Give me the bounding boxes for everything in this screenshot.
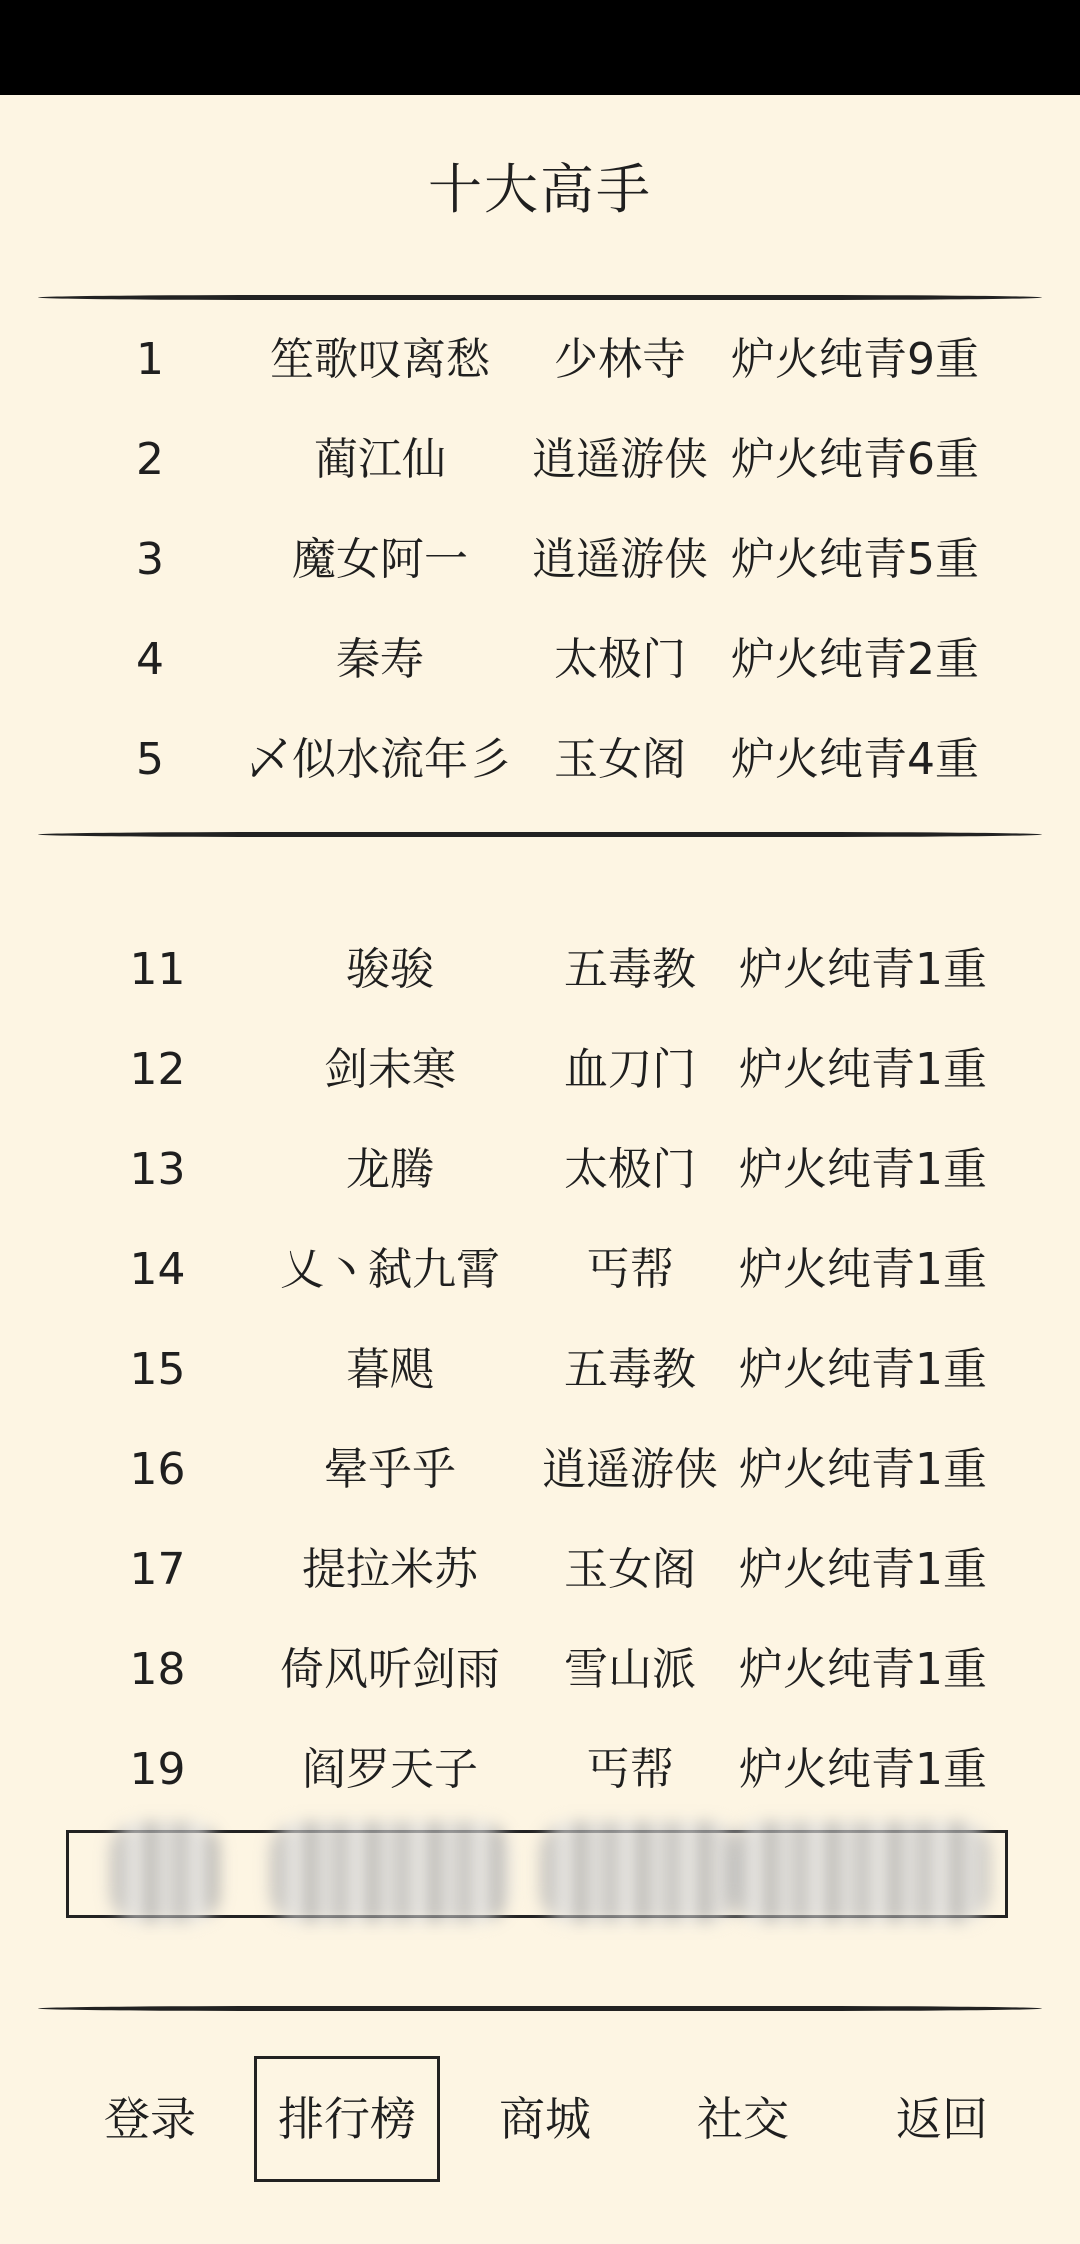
player-level: 炉火纯青2重: [731, 634, 979, 685]
rank-number: 13: [129, 1144, 186, 1195]
ranking-row: [0, 1520, 1080, 1620]
rank-number: 14: [129, 1244, 186, 1295]
player-name: 笙歌叹离愁: [270, 334, 490, 385]
ranking-row: [0, 920, 1080, 1020]
top-divider: [38, 295, 1042, 300]
player-sect: 玉女阁: [564, 1544, 696, 1595]
bottom-divider: [38, 2006, 1042, 2011]
ranking-row: [0, 1120, 1080, 1220]
player-sect: 玉女阁: [554, 734, 686, 785]
player-level: 炉火纯青1重: [739, 1244, 987, 1295]
rank-number: 17: [129, 1544, 186, 1595]
player-name: 剑未寒: [324, 1044, 456, 1095]
player-level: 炉火纯青1重: [739, 1344, 987, 1395]
player-sect: 少林寺: [554, 334, 686, 385]
ranking-row: [0, 1220, 1080, 1320]
player-level: 炉火纯青1重: [739, 1644, 987, 1695]
player-name: 骏骏: [346, 944, 434, 995]
rank-number: 18: [129, 1644, 186, 1695]
player-name: 龙腾: [346, 1144, 434, 1195]
player-sect: 雪山派: [564, 1644, 696, 1695]
player-sect: 逍遥游侠: [542, 1444, 718, 1495]
rank-number: 3: [136, 534, 164, 585]
redacted-level: [730, 1822, 990, 1922]
player-sect: 血刀门: [564, 1044, 696, 1095]
player-name: 乄似水流年彡: [248, 734, 512, 785]
ranking-row: [0, 1620, 1080, 1720]
player-sect: 太极门: [564, 1144, 696, 1195]
player-name: 乂丶弑九霄: [280, 1244, 500, 1295]
player-name: 秦寿: [336, 634, 424, 685]
player-name: 魔女阿一: [292, 534, 468, 585]
player-name: 提拉米苏: [302, 1544, 478, 1595]
nav-login-button[interactable]: 登录: [104, 2092, 196, 2146]
player-sect: 五毒教: [564, 1344, 696, 1395]
redacted-rank: [110, 1822, 220, 1922]
player-level: 炉火纯青1重: [739, 1544, 987, 1595]
player-sect: 丐帮: [586, 1744, 674, 1795]
redacted-sect: [540, 1822, 740, 1922]
player-level: 炉火纯青1重: [739, 944, 987, 995]
rank-number: 11: [129, 944, 186, 995]
bottom-nav: [0, 2056, 1080, 2182]
middle-divider: [38, 832, 1042, 837]
player-level: 炉火纯青9重: [731, 334, 979, 385]
player-level: 炉火纯青5重: [731, 534, 979, 585]
top-ranking-row: [0, 610, 1080, 710]
player-sect: 逍遥游侠: [532, 434, 708, 485]
player-sect: 逍遥游侠: [532, 534, 708, 585]
ranking-row: [0, 1720, 1080, 1820]
player-level: 炉火纯青6重: [731, 434, 979, 485]
player-name: 暮飓: [346, 1344, 434, 1395]
player-sect: 太极门: [554, 634, 686, 685]
ranking-row: [0, 1020, 1080, 1120]
nav-social-button[interactable]: 社交: [697, 2092, 789, 2146]
player-level: 炉火纯青1重: [739, 1444, 987, 1495]
rank-number: 19: [129, 1744, 186, 1795]
player-level: 炉火纯青4重: [731, 734, 979, 785]
page-title: 十大高手: [428, 158, 652, 221]
rank-number: 1: [136, 334, 164, 385]
nav-back-button[interactable]: 返回: [896, 2092, 988, 2146]
rank-number: 15: [129, 1344, 186, 1395]
nav-shop-button[interactable]: 商城: [499, 2092, 591, 2146]
redacted-name: [270, 1822, 510, 1922]
player-level: 炉火纯青1重: [739, 1044, 987, 1095]
player-name: 阎罗天子: [302, 1744, 478, 1795]
rank-number: 4: [136, 634, 164, 685]
top-ranking-row: [0, 710, 1080, 810]
player-name: 倚风听剑雨: [280, 1644, 500, 1695]
rank-number: 2: [136, 434, 164, 485]
player-sect: 五毒教: [564, 944, 696, 995]
status-bar: [0, 0, 1080, 95]
ranking-row: [0, 1320, 1080, 1420]
rank-number: 5: [136, 734, 164, 785]
player-name: 蔺江仙: [314, 434, 446, 485]
player-level: 炉火纯青1重: [739, 1744, 987, 1795]
top-ranking-row: [0, 410, 1080, 510]
nav-leaderboard-button[interactable]: 排行榜: [254, 2056, 440, 2182]
player-name: 晕乎乎: [324, 1444, 456, 1495]
ranking-row: [0, 1420, 1080, 1520]
rank-number: 16: [129, 1444, 186, 1495]
player-sect: 丐帮: [586, 1244, 674, 1295]
top-ranking-row: [0, 310, 1080, 410]
top-ranking-row: [0, 510, 1080, 610]
player-level: 炉火纯青1重: [739, 1144, 987, 1195]
rank-number: 12: [129, 1044, 186, 1095]
